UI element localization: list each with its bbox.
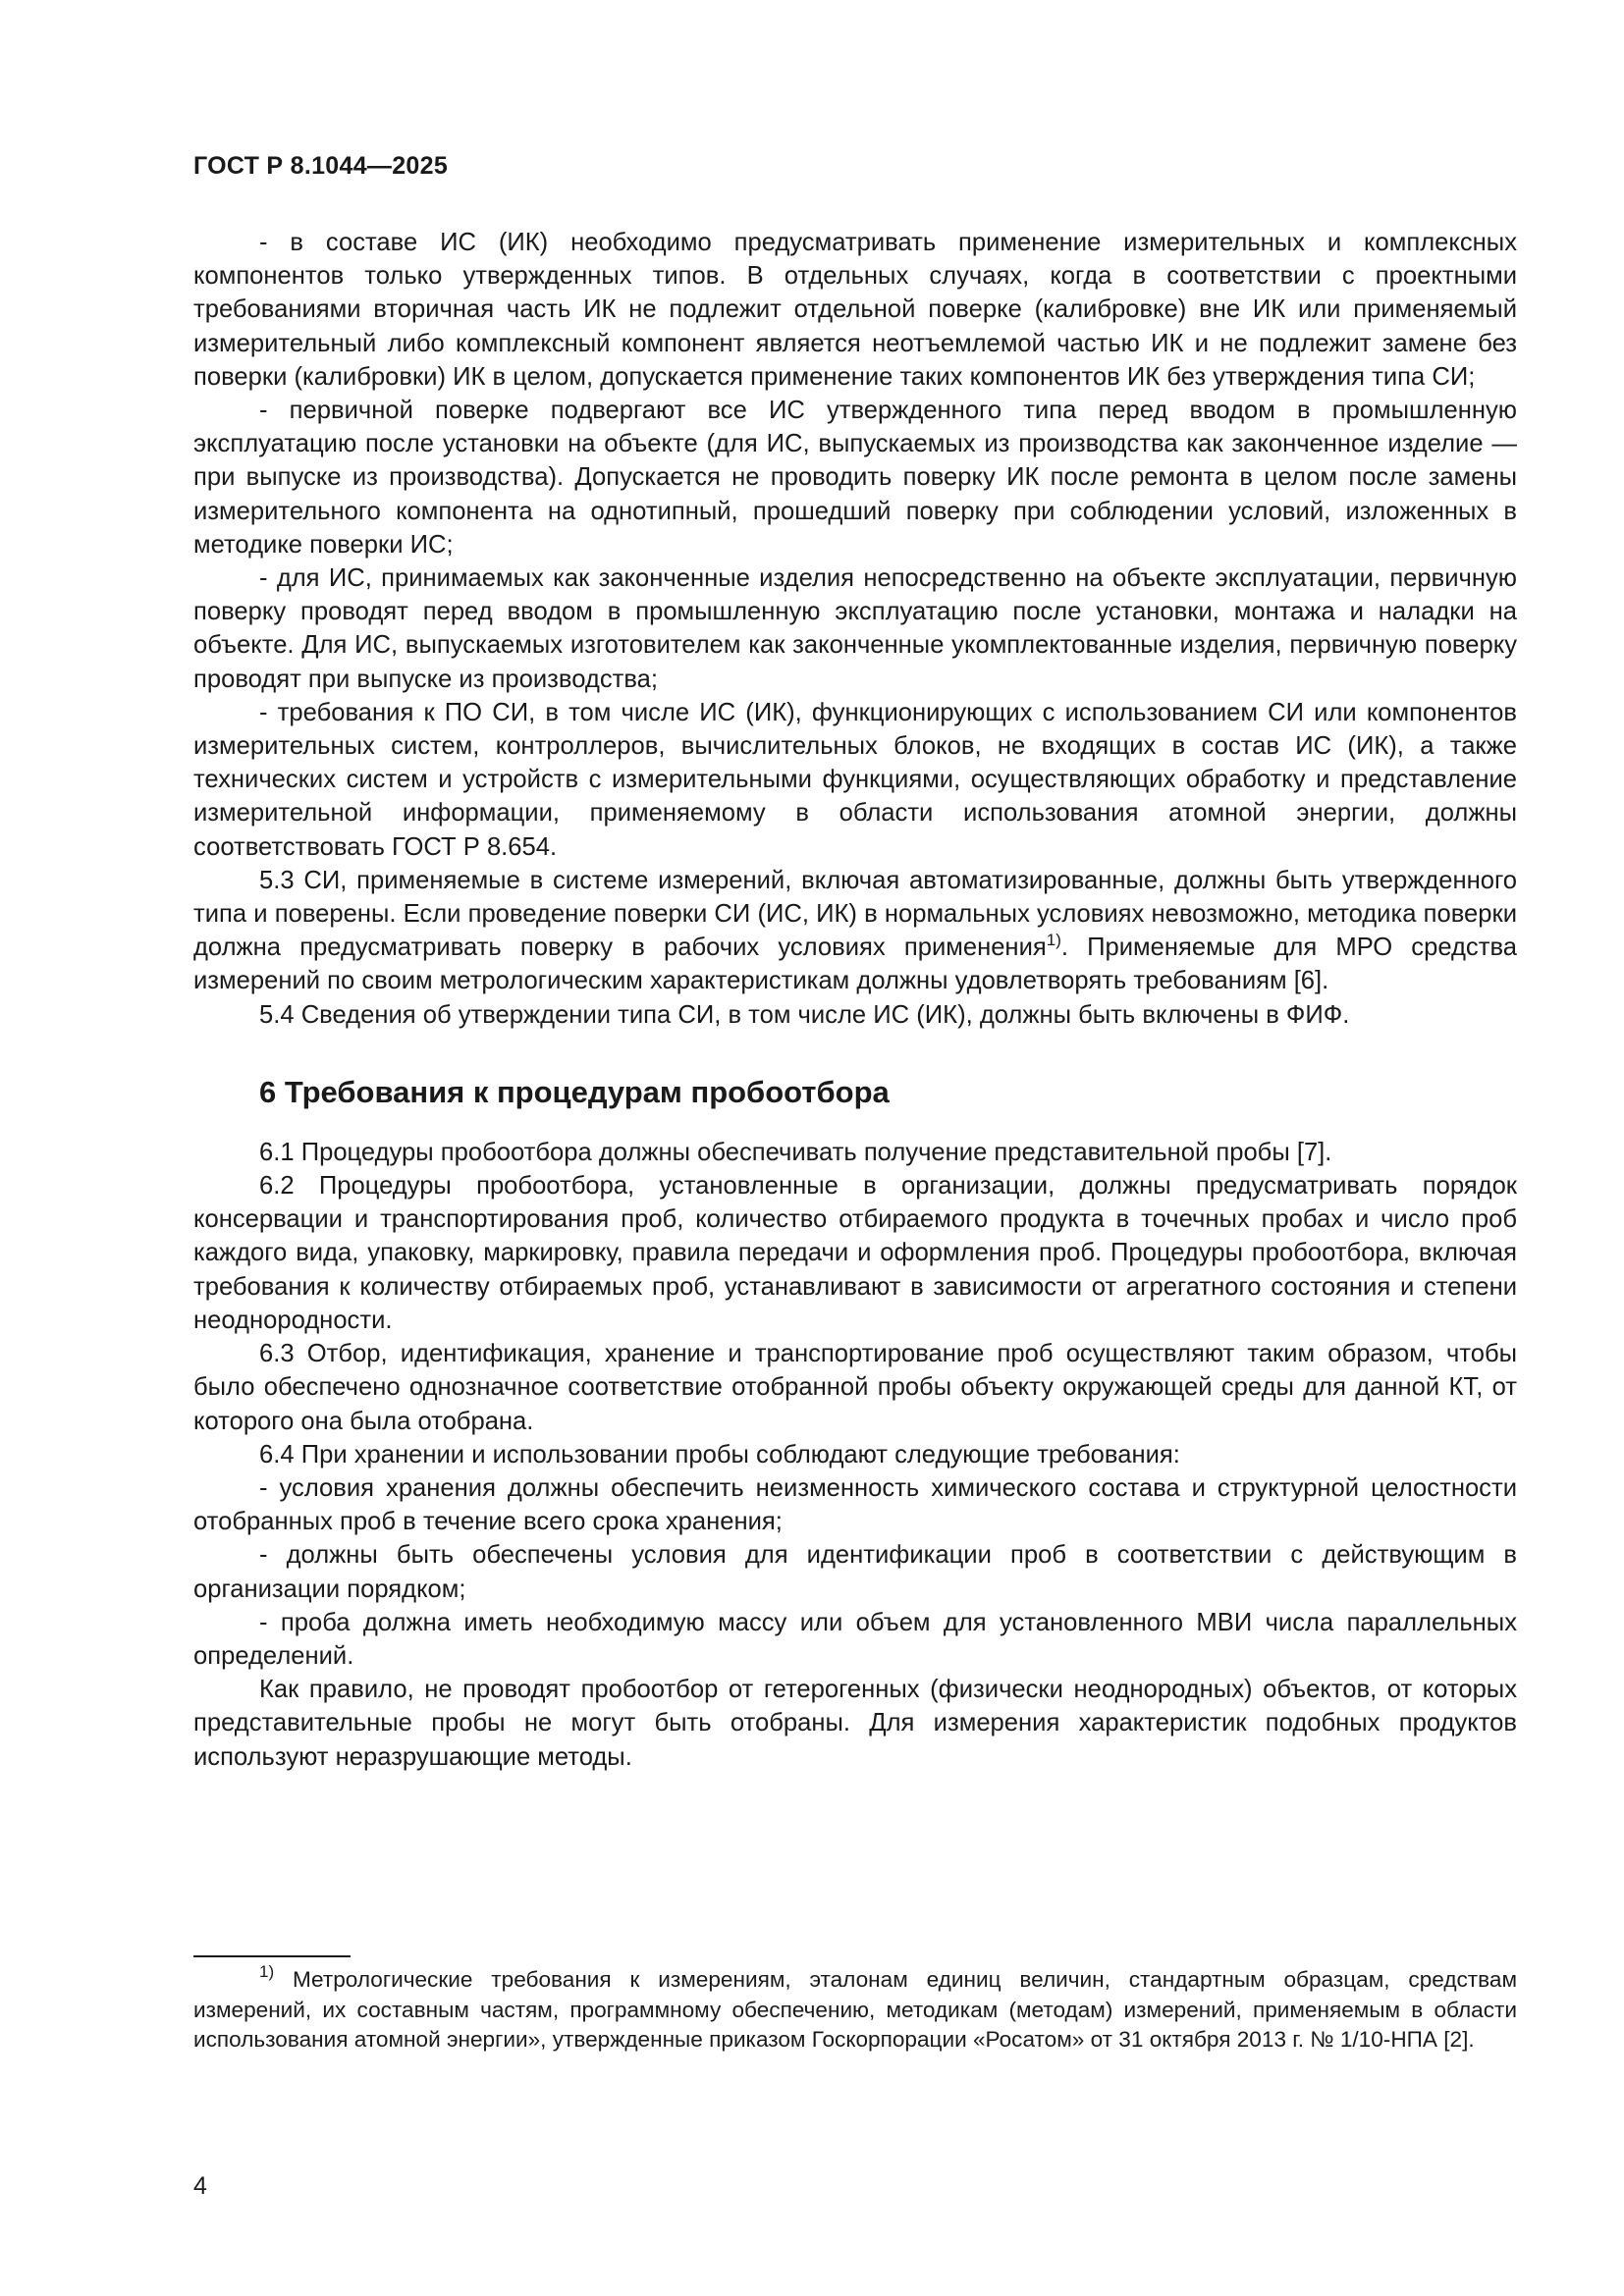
paragraph: - для ИС, принимаемых как законченные изделия непосредственно на объекте эксплуатации, первичную поверку проводят перед вводом в промышленную эксплуатацию после установки, монтажа и наладки на объекте. Для ИС, выпускаемых изготовителем как законченные укомплектованные изделия, первичную поверку проводят при выпуске из производства; (193, 564, 1517, 693)
paragraph: 6.1 Процедуры пробоотбора должны обеспечивать получение представительной пробы [7]. (259, 1138, 1332, 1166)
paragraph-5-4: 5.4 Сведения об утверждении типа СИ, в том числе ИС (ИК), должны быть включены в ФИФ. (259, 1000, 1350, 1029)
paragraph: - должны быть обеспечены условия для идентификации проб в соответствии с действующим в организации порядком; (193, 1541, 1517, 1603)
section-6-heading: 6 Требования к процедурам пробоотбора (259, 1074, 890, 1109)
paragraph: - первичной поверке подвергают все ИС утвержденного типа перед вводом в промышленную эксплуатацию после установки на объекте (для ИС, выпускаемых из производства как законченное изделие — при выпуске из производства). Допускается не проводить поверку ИК после ремонта в целом после замены измерительного компонента на однотипный, прошедший поверку при соблюдении условий, изложенных в методике поверки ИС; (193, 397, 1517, 559)
footnote-body: Метрологические требования к измерениям, эталонам единиц величин, стандартным образцам, средствам измерений, их составным частям, программному обеспечению, методикам (методам) измерений, применяемым в области использования атомной энергии», утвержденные приказом Госкорпорации «Росатом» от 31 октября 2013 г. № 1/10-НПА [2]. (193, 1967, 1517, 2052)
footnote-text (193, 1962, 1517, 2056)
paragraph-5-3-text-a: 5.3 СИ, применяемые в системе измерений, включая автоматизированные, должны быть утвержденного типа и поверены. Если проведение поверки СИ (ИС, ИК) в нормальных условиях невозможно, методика поверки должна предусматривать поверку в рабочих условиях применения (193, 866, 1517, 962)
footnote-reference: 1) (1046, 931, 1061, 950)
footnote-divider (193, 1955, 351, 1957)
page-number: 4 (193, 2172, 207, 2200)
footnote-marker: 1) (259, 1962, 275, 1981)
paragraph: Как правило, не проводят пробоотбор от гетерогенных (физически неоднородных) объектов, от которых представительные пробы не могут быть отобраны. Для измерения характеристик подобных продуктов используют неразрушающие методы. (193, 1676, 1517, 1771)
paragraph: - условия хранения должны обеспечить неизменность химического состава и структурной целостности отобранных проб в течение всего срока хранения; (193, 1473, 1517, 1536)
footnote (193, 1962, 1517, 2056)
paragraph: 6.3 Отбор, идентификация, хранение и транспортирование проб осуществляют таким образом, чтобы было обеспечено однозначное соответствие отобранной пробы объекту окружающей среды для данной КТ, от которого она была отобрана. (193, 1340, 1517, 1435)
paragraph-5-3-text-b: . Применяемые для МРО средства измерений по своим метрологическим характеристикам должны удовлетворять требованиям [6]. (193, 934, 1517, 995)
paragraph: - требования к ПО СИ, в том числе ИС (ИК), функционирующих с использованием СИ или компонентов измерительных систем, контроллеров, вычислительных блоков, не входящих в состав ИС (ИК), а также технических систем и устройств с измерительными функциями, осуществляющих обработку и представление измерительной информации, применяемому в области использования атомной энергии, должны соответствовать ГОСТ Р 8.654. (193, 698, 1517, 861)
paragraph-5-3 (193, 864, 1517, 998)
document-id-header: ГОСТ Р 8.1044—2025 (193, 152, 449, 180)
main-text (193, 226, 1517, 1774)
paragraph: 6.4 При хранении и использовании пробы соблюдают следующие требования: (259, 1440, 1180, 1468)
paragraph: - проба должна иметь необходимую массу или объем для установленного МВИ числа параллельных определений. (193, 1608, 1517, 1670)
paragraph: - в составе ИС (ИК) необходимо предусматривать применение измерительных и комплексных компонентов только утвержденных типов. В отдельных случаях, когда в соответствии с проектными требованиями вторичная часть ИК не подлежит отдельной поверке (калибровке) вне ИК или применяемый измерительный либо комплексный компонент является неотъемлемой частью ИК и не подлежит замене без поверки (калибровки) ИК в целом, допускается применение таких компонентов ИК без утверждения типа СИ; (193, 229, 1517, 391)
paragraph: 6.2 Процедуры пробоотбора, установленные в организации, должны предусматривать порядок консервации и транспортирования проб, количество отбираемого продукта в точечных пробах и число проб каждого вида, упаковку, маркировку, правила передачи и оформления проб. Процедуры пробоотбора, включая требования к количеству отбираемых проб, устанавливают в зависимости от агрегатного состояния и степени неоднородности. (193, 1172, 1517, 1334)
